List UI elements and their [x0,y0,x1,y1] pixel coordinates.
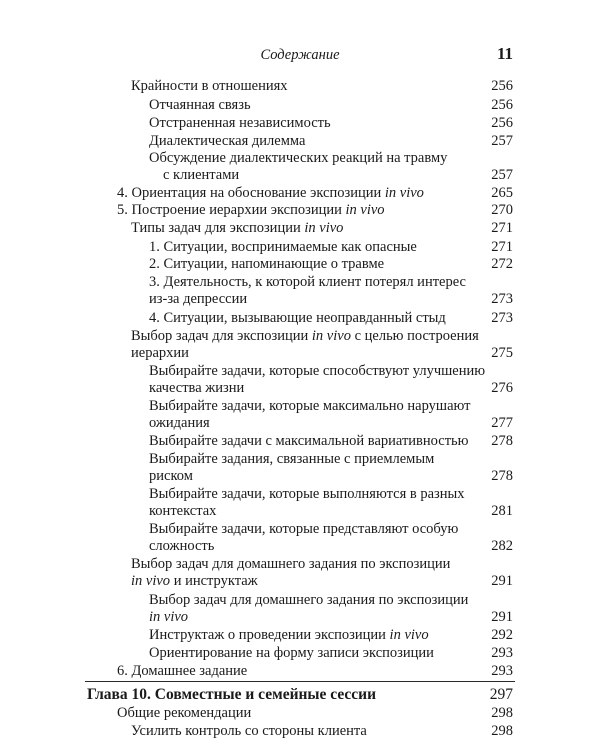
toc-entry-page: 272 [491,256,513,272]
toc-entry-title-continued: иерархии [131,345,189,361]
toc-entry-page: 281 [491,503,513,519]
toc-entry-title: 4. Ситуации, вызывающие неоправданный стыд [149,310,446,326]
toc-entry-page: 297 [489,686,513,703]
toc-entry-title: Выбирайте задачи, которые способствуют улучшению [149,363,486,379]
toc-entry-title: Выбирайте задачи, которые максимально нарушают [149,398,471,414]
toc-entry-title: 4. Ориентация на обоснование экспозиции in vivo [117,185,424,201]
toc-entry-title: Выбирайте задачи, которые выполняются в разных [149,486,465,502]
toc-entry-title: Диалектическая дилемма [149,133,306,149]
toc-entry-page: 276 [491,380,513,396]
toc-entry-page: 275 [491,345,513,361]
toc-chapter-title: Глава 10. Совместные и семейные сессии [87,686,377,703]
toc-entry-title-continued: in vivo [149,609,189,625]
running-head-title: Содержание [260,47,340,63]
toc-entry-title-continued: качества жизни [149,380,245,396]
toc-entry-title-continued: риском [149,468,193,484]
toc-entry-title-continued: контекстах [149,503,217,519]
toc-entry-page: 257 [491,167,513,183]
toc-entry-page: 256 [491,115,513,131]
toc-entry-page: 298 [491,723,513,739]
toc-entry-title: Выбирайте задачи с максимальной вариативностью [149,433,469,449]
toc-entry-title-continued: ожидания [149,415,210,431]
toc-entry-page: 277 [491,415,513,431]
toc-entry-title-continued: in vivo и инструктаж [131,573,258,589]
toc-entry-title: Выбирайте задачи, которые представляют особую [149,521,459,537]
toc-entry-page: 257 [491,133,513,149]
toc-entry-page: 292 [491,627,513,643]
toc-entry-title: Отчаянная связь [149,97,251,113]
chapter-divider [85,681,515,682]
toc-entry-title: 1. Ситуации, воспринимаемые как опасные [149,239,417,255]
toc-entry-title: Выбор задач для домашнего задания по экспозиции [131,556,451,572]
toc-entry-page: 270 [491,202,513,218]
toc-entry-title-continued: сложность [149,538,215,554]
toc-entry-title: Усилить контроль со стороны клиента [131,723,367,739]
toc-entry-page: 273 [491,310,513,326]
toc-entry-title: Обсуждение диалектических реакций на травму [149,150,448,166]
toc-entry-title: 2. Ситуации, напоминающие о травме [149,256,385,272]
page-number: 11 [496,44,513,63]
toc-entry-page: 278 [491,468,513,484]
toc-entry-title: 3. Деятельность, к которой клиент потерял интерес [149,274,466,290]
toc-entry-page: 291 [491,573,513,589]
toc-entry-title: Ориентирование на форму записи экспозиции [149,645,434,661]
toc-entry-page: 298 [491,705,513,721]
toc-entry-title: Общие рекомендации [117,705,252,721]
toc-entry-title: Крайности в отношениях [131,78,288,94]
toc-entry-page: 293 [491,663,513,679]
toc-entry-page: 291 [491,609,513,625]
toc-entry-page: 282 [491,538,513,554]
toc-entry-title: Выбор задач для домашнего задания по экспозиции [149,592,469,608]
toc-entry-page: 293 [491,645,513,661]
toc-entry-page: 271 [491,220,513,236]
toc-entry-title: Отстраненная независимость [149,115,331,131]
toc-entry-page: 271 [491,239,513,255]
toc-entry-page: 265 [491,185,513,201]
toc-entry-title: Типы задач для экспозиции in vivo [131,220,344,236]
toc-entry-page: 273 [491,291,513,307]
toc-entry-title: Выбирайте задания, связанные с приемлемым [149,451,435,467]
toc-entry-title-continued: с клиентами [163,167,240,183]
toc-entry-title: 5. Построение иерархии экспозиции in vivo [117,202,385,218]
toc-entry-title: Инструктаж о проведении экспозиции in vivo [149,627,429,643]
toc-entry-page: 278 [491,433,513,449]
toc-entry-page: 256 [491,78,513,94]
toc-entry-title-continued: из-за депрессии [149,291,248,307]
toc-entry-title: 6. Домашнее задание [117,663,248,679]
toc-entry-page: 256 [491,97,513,113]
toc-entry-title: Выбор задач для экспозиции in vivo с целью построения [131,328,479,344]
